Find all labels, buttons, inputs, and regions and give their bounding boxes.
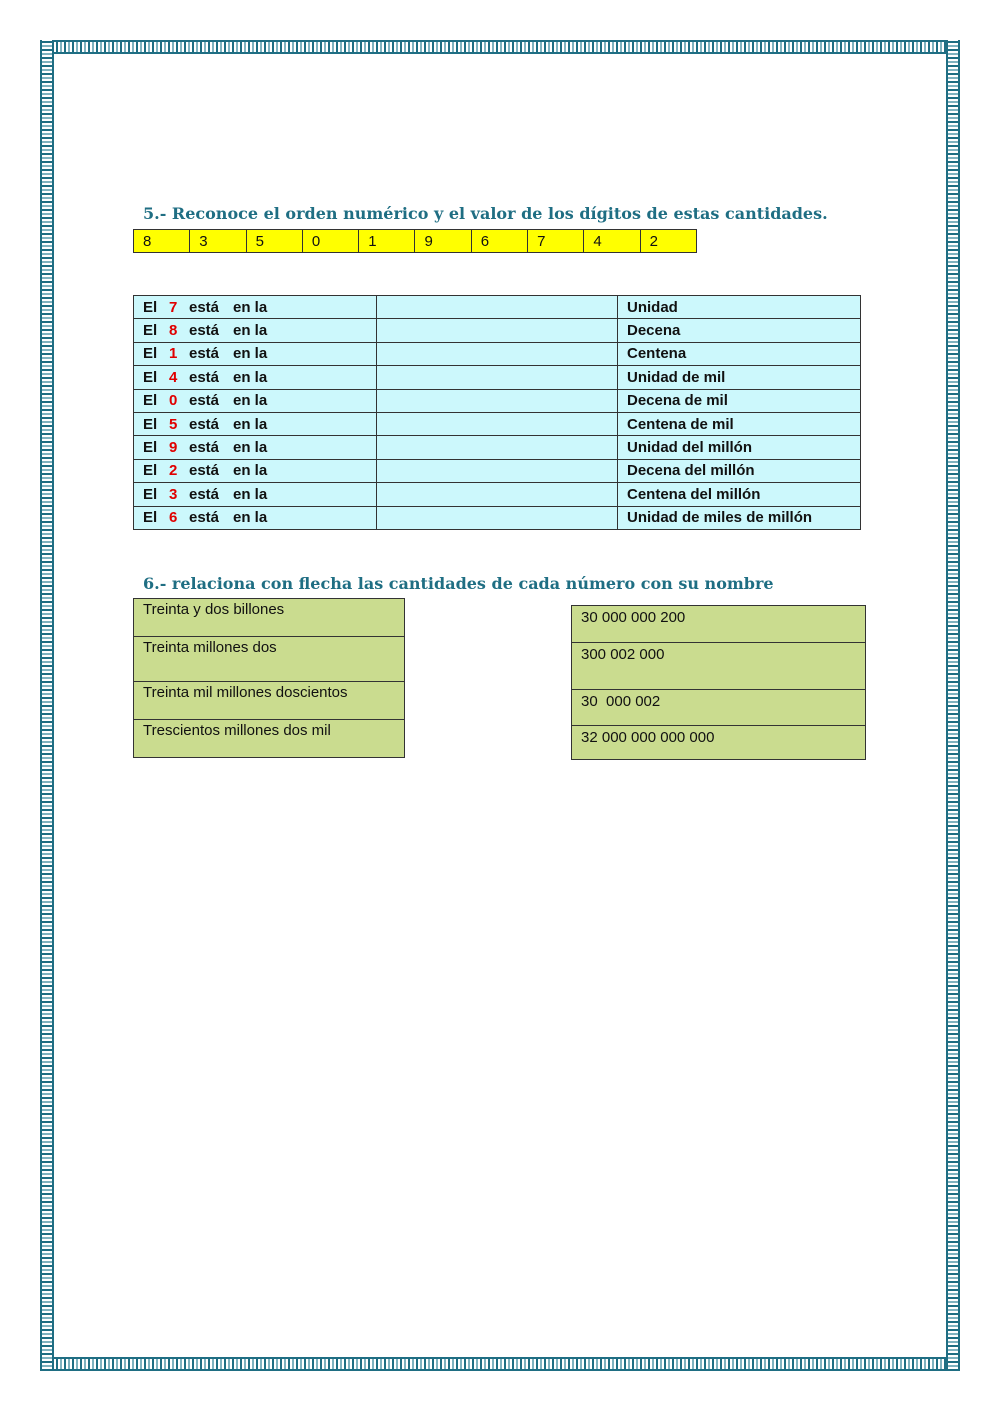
place-name: Decena (618, 319, 861, 342)
number-value-box[interactable]: 30 000 000 200 (572, 606, 866, 643)
place-value-row (134, 296, 861, 319)
digit-cell: 5 (246, 230, 302, 253)
answer-cell[interactable] (377, 389, 618, 412)
statement-esta: está (189, 368, 220, 386)
place-value-row (134, 483, 861, 506)
statement-el: El (143, 509, 158, 527)
statement-en-la: en la (233, 392, 268, 410)
number-value-box[interactable]: 300 002 000 (572, 643, 866, 690)
answer-cell[interactable] (377, 436, 618, 459)
highlighted-digit: 0 (169, 392, 178, 410)
statement-en-la: en la (233, 509, 268, 527)
statement-el: El (143, 485, 158, 503)
digit-strip (133, 229, 697, 253)
highlighted-digit: 2 (169, 462, 178, 480)
digit-statement (134, 483, 377, 506)
digit-statement (134, 319, 377, 342)
answer-cell[interactable] (377, 412, 618, 435)
place-name: Decena de mil (618, 389, 861, 412)
digit-cell: 3 (190, 230, 246, 253)
answer-cell[interactable] (377, 319, 618, 342)
statement-esta: está (189, 462, 220, 480)
highlighted-digit: 4 (169, 368, 178, 386)
answer-cell[interactable] (377, 459, 618, 482)
digit-cell: 8 (134, 230, 190, 253)
digit-cell: 9 (415, 230, 471, 253)
answer-cell[interactable] (377, 506, 618, 529)
digit-statement (134, 436, 377, 459)
place-value-table (133, 295, 861, 530)
statement-el: El (143, 415, 158, 433)
statement-el: El (143, 462, 158, 480)
digit-statement (134, 412, 377, 435)
statement-en-la: en la (233, 462, 268, 480)
statement-en-la: en la (233, 298, 268, 316)
page-border-left (40, 40, 54, 1371)
place-value-row (134, 389, 861, 412)
digit-strip-row (134, 230, 697, 253)
digit-cell: 4 (584, 230, 640, 253)
digit-cell: 2 (640, 230, 696, 253)
place-value-row (134, 459, 861, 482)
place-value-row (134, 319, 861, 342)
page-border-right (946, 40, 960, 1371)
statement-esta: está (189, 345, 220, 363)
place-name: Centena (618, 342, 861, 365)
page-border-top (40, 40, 960, 54)
statement-el: El (143, 345, 158, 363)
statement-el: El (143, 298, 158, 316)
statement-en-la: en la (233, 415, 268, 433)
digit-statement (134, 342, 377, 365)
place-name: Unidad del millón (618, 436, 861, 459)
number-names-list (133, 598, 405, 758)
digit-statement (134, 389, 377, 412)
place-name: Centena de mil (618, 412, 861, 435)
statement-el: El (143, 392, 158, 410)
statement-el: El (143, 439, 158, 457)
place-value-row (134, 506, 861, 529)
highlighted-digit: 7 (169, 298, 178, 316)
place-name: Centena del millón (618, 483, 861, 506)
number-name-box[interactable]: Treinta mil millones doscientos (134, 682, 405, 720)
statement-esta: está (189, 298, 220, 316)
statement-esta: está (189, 392, 220, 410)
digit-cell: 1 (359, 230, 415, 253)
answer-cell[interactable] (377, 366, 618, 389)
answer-cell[interactable] (377, 483, 618, 506)
number-name-box[interactable]: Treinta millones dos (134, 637, 405, 682)
statement-el: El (143, 322, 158, 340)
number-value-box[interactable]: 30 000 002 (572, 690, 866, 726)
place-value-row (134, 342, 861, 365)
place-name: Decena del millón (618, 459, 861, 482)
place-name: Unidad de miles de millón (618, 506, 861, 529)
number-name-box[interactable]: Trescientos millones dos mil (134, 720, 405, 758)
statement-esta: está (189, 509, 220, 527)
page-border-bottom (40, 1357, 960, 1371)
highlighted-digit: 8 (169, 322, 178, 340)
highlighted-digit: 6 (169, 509, 178, 527)
exercise-5-title: 5.- Reconoce el orden numérico y el valor de los dígitos de estas cantidades. (143, 204, 828, 223)
exercise-6-title: 6.- relaciona con flecha las cantidades de cada número con su nombre (143, 574, 774, 593)
highlighted-digit: 5 (169, 415, 178, 433)
highlighted-digit: 3 (169, 485, 178, 503)
number-name-box[interactable]: Treinta y dos billones (134, 599, 405, 637)
place-value-row (134, 412, 861, 435)
statement-en-la: en la (233, 439, 268, 457)
statement-en-la: en la (233, 368, 268, 386)
place-value-row (134, 366, 861, 389)
number-values-list (571, 605, 866, 760)
statement-el: El (143, 368, 158, 386)
answer-cell[interactable] (377, 296, 618, 319)
digit-statement (134, 506, 377, 529)
answer-cell[interactable] (377, 342, 618, 365)
digit-statement (134, 459, 377, 482)
statement-en-la: en la (233, 485, 268, 503)
digit-cell: 0 (302, 230, 358, 253)
digit-cell: 7 (528, 230, 584, 253)
place-name: Unidad de mil (618, 366, 861, 389)
statement-en-la: en la (233, 322, 268, 340)
digit-cell: 6 (471, 230, 527, 253)
digit-statement (134, 366, 377, 389)
place-name: Unidad (618, 296, 861, 319)
statement-esta: está (189, 439, 220, 457)
highlighted-digit: 1 (169, 345, 178, 363)
statement-esta: está (189, 415, 220, 433)
digit-statement (134, 296, 377, 319)
statement-esta: está (189, 485, 220, 503)
number-value-box[interactable]: 32 000 000 000 000 (572, 726, 866, 760)
statement-esta: está (189, 322, 220, 340)
highlighted-digit: 9 (169, 439, 178, 457)
statement-en-la: en la (233, 345, 268, 363)
place-value-row (134, 436, 861, 459)
